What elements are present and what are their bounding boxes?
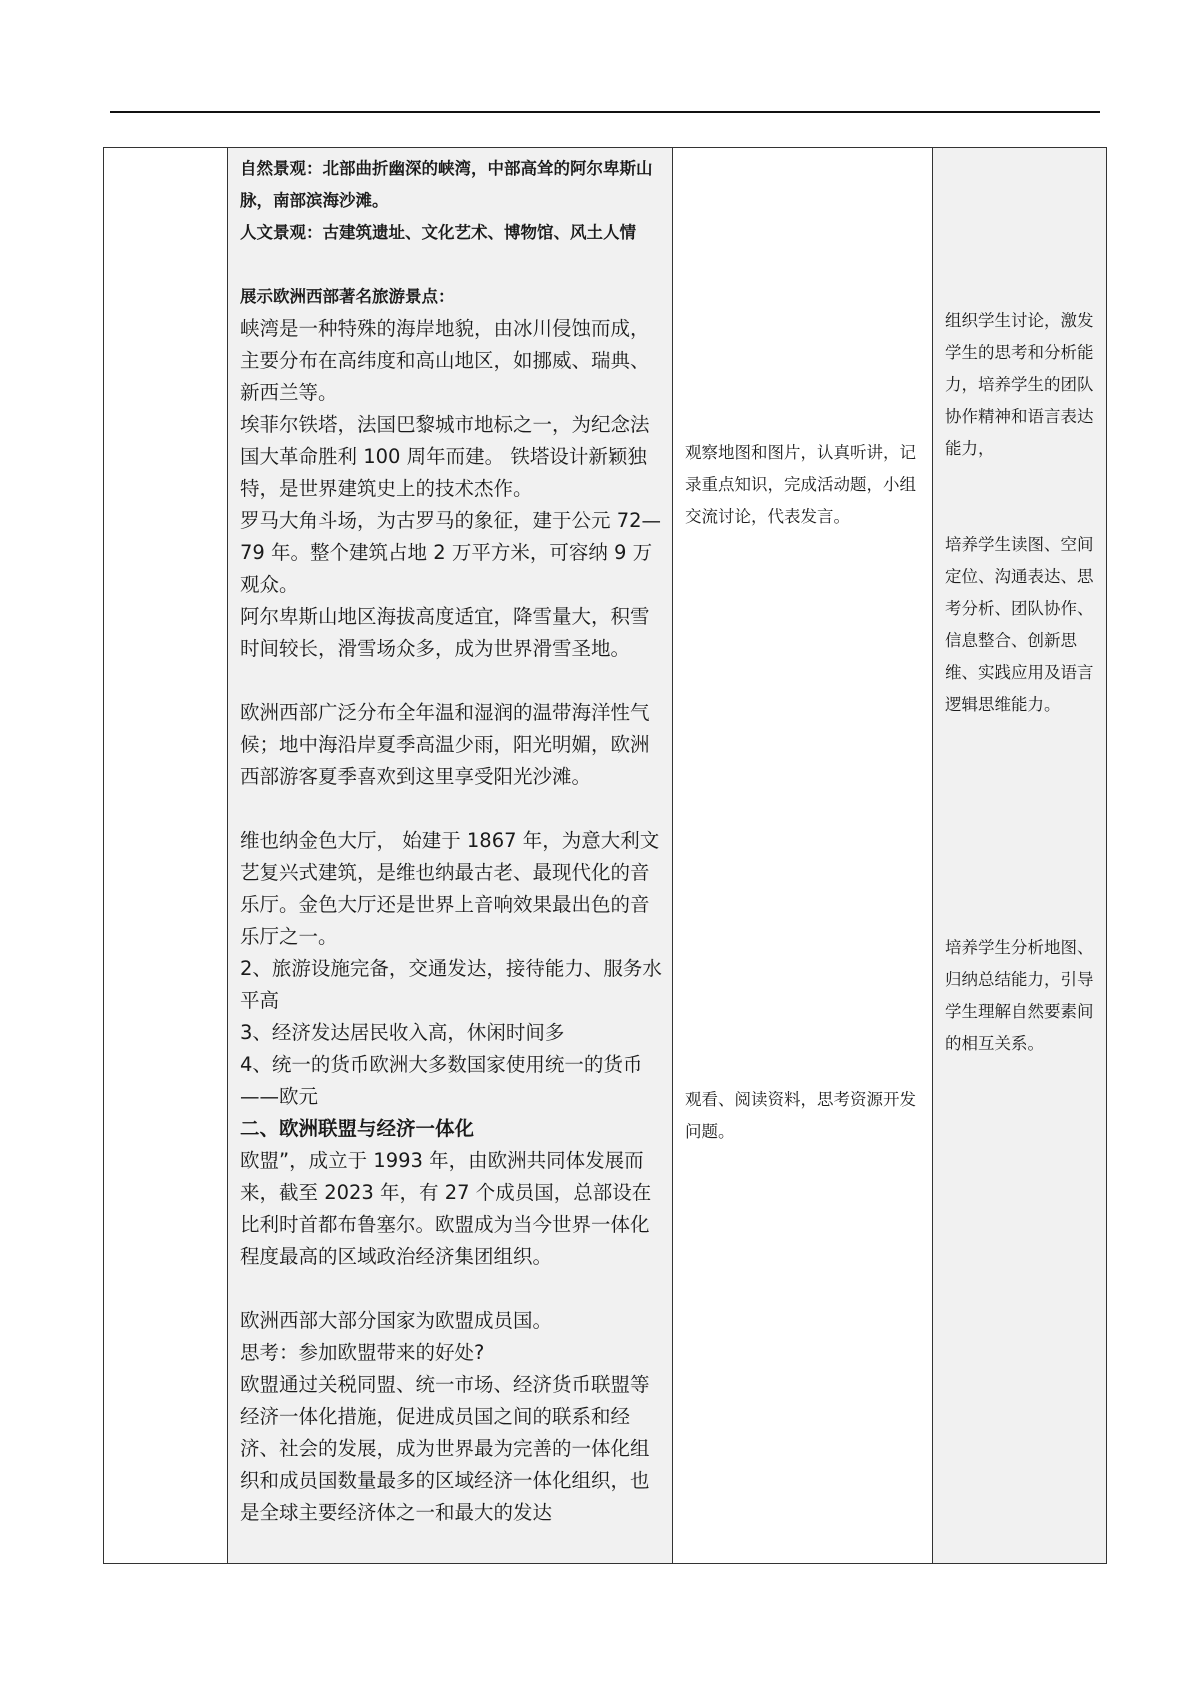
fjord-text: 峡湾是一种特殊的海岸地貌，由冰川侵蚀而成，主要分布在高纬度和高山地区，如挪威、瑞典、新西兰等。: [240, 317, 650, 404]
golden-hall-text: 维也纳金色大厅， 始建于 1867 年，为意大利文艺复兴式建筑，是维也纳最古老、最现代化的音乐厅。金色大厅还是世界上音响效果最出色的音乐厅之一。: [240, 829, 660, 948]
student-activity-2: 观看、阅读资料，思考资源开发问题。: [685, 1090, 916, 1141]
teacher-content: [228, 148, 672, 1563]
eiffel-tower-text: 埃菲尔铁塔，法国巴黎城市地标之一，为纪念法国大革命胜利 100 周年而建。 铁塔设计新颖独特，是世界建筑史上的技术杰作。: [240, 413, 650, 500]
header-rule: [110, 111, 1100, 113]
facilities-text: 2、旅游设施完备，交通发达，接待能力、服务水平高: [240, 957, 662, 1012]
eu-section-heading: 二、欧洲联盟与经济一体化: [240, 1117, 475, 1140]
attractions-heading: 展示欧洲西部著名旅游景点：: [240, 287, 455, 306]
currency-text: 4、统一的货币欧洲大多数国家使用统一的货币——欧元: [240, 1053, 643, 1108]
column-1-cell: [104, 148, 228, 1564]
cultural-landscape-text: 人文景观：古建筑遗址、文化艺术、博物馆、风土人情: [240, 223, 636, 242]
student-activity-1: 观察地图和图片，认真听讲，记录重点知识，完成活动题，小组交流讨论，代表发言。: [685, 443, 916, 526]
student-activity-cell: [673, 148, 933, 1564]
alps-text: 阿尔卑斯山地区海拔高度适宜，降雪量大，积雪时间较长，滑雪场众多，成为世界滑雪圣地。: [240, 605, 650, 660]
teacher-content-cell: [228, 148, 673, 1564]
eu-benefits-text: 欧盟通过关税同盟、统一市场、经济货币联盟等经济一体化措施，促进成员国之间的联系和经济、社会的发展，成为世界最为完善的一体化组织和成员国数量最多的区域经济一体化组织，也是全球主要经济体之一和最大的发达: [240, 1373, 650, 1524]
design-intent-cell: [933, 148, 1107, 1564]
design-intent-1: 组织学生讨论，激发学生的思考和分析能力，培养学生的团队协作精神和语言表达能力，: [945, 311, 1094, 458]
student-activity: [673, 148, 932, 1558]
design-intent-2: 培养学生读图、空间定位、沟通表达、思考分析、团队协作、信息整合、创新思维、实践应用及语言逻辑思维能力。: [945, 535, 1094, 714]
think-question-text: 思考：参加欧盟带来的好处?: [240, 1341, 485, 1364]
colosseum-text: 罗马大角斗场，为古罗马的象征，建于公元 72—79 年。整个建筑占地 2 万平方米，可容纳 9 万观众。: [240, 509, 662, 596]
eu-intro-text: 欧盟”，成立于 1993 年，由欧洲共同体发展而来，截至 2023 年，有 27 个成员国，总部设在比利时首都布鲁塞尔。欧盟成为当今世界一体化程度最高的区域政治经济集团组织。: [240, 1149, 652, 1268]
lesson-table: [103, 147, 1107, 1564]
climate-text: 欧洲西部广泛分布全年温和湿润的温带海洋性气候；地中海沿岸夏季高温少雨，阳光明媚，欧洲西部游客夏季喜欢到这里享受阳光沙滩。: [240, 701, 650, 788]
natural-landscape-text: 自然景观：北部曲折幽深的峡湾，中部高耸的阿尔卑斯山脉，南部滨海沙滩。: [240, 159, 653, 210]
design-intent-3: 培养学生分析地图、归纳总结能力，引导学生理解自然要素间的相互关系。: [945, 938, 1094, 1053]
design-intent: [933, 148, 1106, 1558]
table-row: [104, 148, 1107, 1564]
eu-members-text: 欧洲西部大部分国家为欧盟成员国。: [240, 1309, 553, 1332]
income-text: 3、经济发达居民收入高，休闲时间多: [240, 1021, 565, 1044]
